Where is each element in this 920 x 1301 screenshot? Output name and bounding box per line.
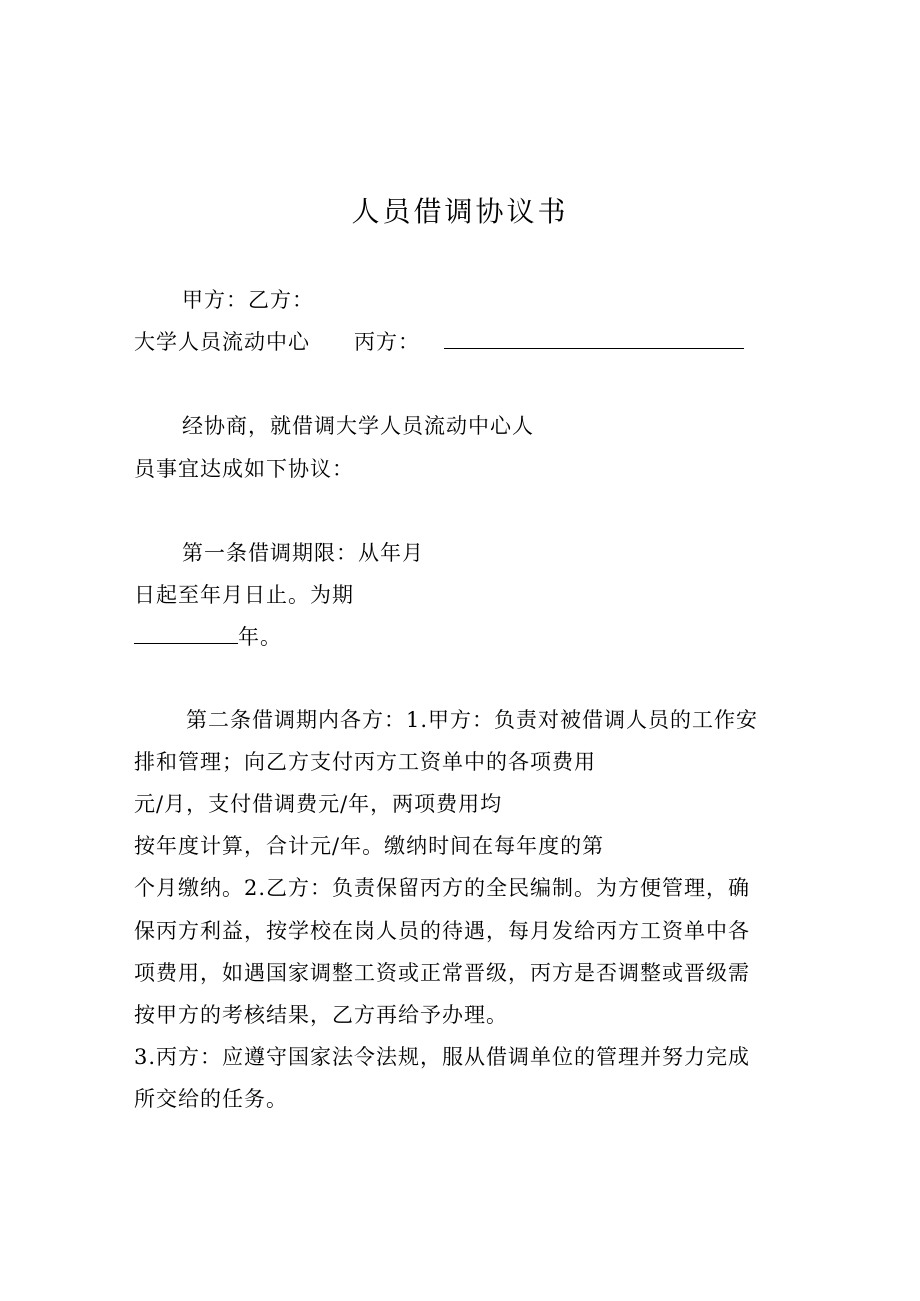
preamble-text-2: 员事宜达成如下协议： <box>134 457 354 481</box>
party-a-b-text: 甲方：乙方： <box>182 288 314 312</box>
article2-text-7: 项费用，如遇国家调整工资或正常晋级，丙方是否调整或晋级需 <box>134 961 750 985</box>
party-c-label: 丙方： <box>354 330 420 354</box>
article2-text-6: 保丙方利益，按学校在岗人员的待遇，每月发给丙方工资单中各 <box>134 919 750 943</box>
preamble-line-1 <box>182 412 534 440</box>
article1-line-1 <box>182 539 424 567</box>
article2-line-6 <box>134 917 750 945</box>
article1-line-2 <box>134 581 354 609</box>
article1-text-3: 年。 <box>238 625 282 649</box>
article2-text-2: 排和管理；向乙方支付丙方工资单中的各项费用 <box>134 750 596 774</box>
preamble-line-2 <box>134 455 354 483</box>
article2-line-4 <box>134 832 604 860</box>
article1-line-3 <box>134 623 282 651</box>
party-center-line <box>134 328 744 356</box>
article2-line-10 <box>134 1085 288 1113</box>
article2-text-8: 按甲方的考核结果，乙方再给予办理。 <box>134 1003 508 1027</box>
party-c-blank <box>444 328 744 349</box>
article2-text-5: 个月缴纳。2.乙方：负责保留丙方的全民编制。为方便管理，确 <box>134 876 751 900</box>
term-years-blank <box>134 623 238 644</box>
article2-line-1 <box>186 706 758 734</box>
article2-text-9: 3.丙方：应遵守国家法令法规，服从借调单位的管理并努力完成 <box>134 1045 751 1069</box>
preamble-text-1: 经协商，就借调大学人员流动中心人 <box>182 414 534 438</box>
center-name-text: 大学人员流动中心 <box>134 330 310 354</box>
article2-line-7 <box>134 959 750 987</box>
document-title: 人员借调协议书 <box>351 195 569 228</box>
article2-line-5 <box>134 874 750 902</box>
article2-line-9 <box>134 1043 750 1071</box>
article2-text-3: 元/月，支付借调费元/年，两项费用均 <box>134 792 503 816</box>
article1-text-2: 日起至年月日止。为期 <box>134 583 354 607</box>
article2-line-3 <box>134 790 502 818</box>
article2-line-2 <box>134 748 596 776</box>
party-a-b-line <box>182 286 314 314</box>
article2-text-1: 第二条借调期内各方：1.甲方：负责对被借调人员的工作安 <box>186 708 759 732</box>
article2-line-8 <box>134 1001 508 1029</box>
article2-text-4: 按年度计算，合计元/年。缴纳时间在每年度的第 <box>134 834 605 858</box>
article1-text-1: 第一条借调期限：从年月 <box>182 541 424 565</box>
article2-text-10: 所交给的任务。 <box>134 1087 288 1111</box>
